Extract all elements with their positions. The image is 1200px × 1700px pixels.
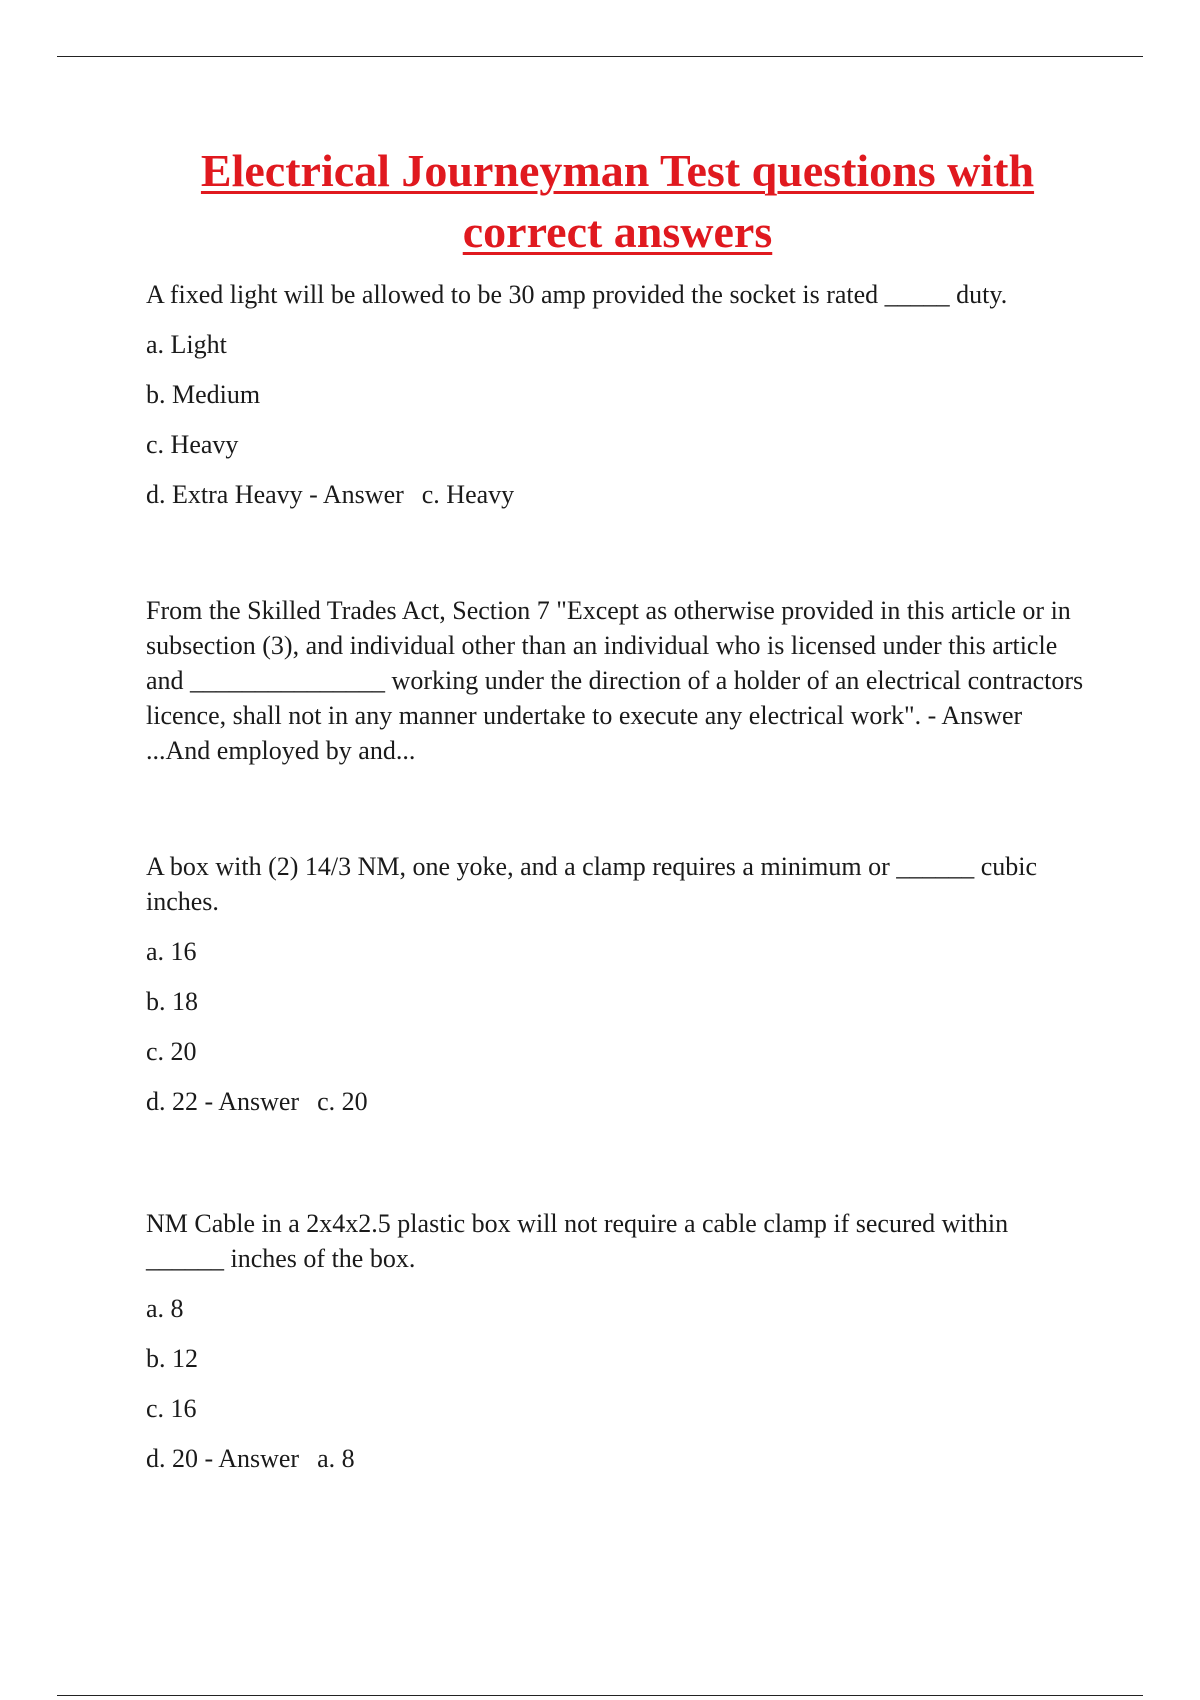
question-4: [146, 1206, 1086, 1476]
question-text: A fixed light will be allowed to be 30 amp provided the socket is rated _____ duty.: [146, 280, 1008, 309]
option-d-with-answer: [146, 1084, 1086, 1119]
answer-label: - Answer: [921, 701, 1023, 730]
title-line-1: Electrical Journeyman Test questions with: [200, 145, 1035, 196]
top-rule: [57, 56, 1143, 57]
answer-label: - Answer: [198, 1087, 300, 1116]
answer-value: c. 20: [317, 1087, 368, 1116]
answer-value: ...And employed by and...: [146, 736, 416, 765]
answer-value: a. 8: [317, 1444, 355, 1473]
bottom-rule: [57, 1695, 1143, 1696]
question-3: [146, 849, 1086, 1119]
option-b: b. 18: [146, 987, 198, 1016]
answer-label: - Answer: [302, 480, 404, 509]
page-title: [100, 140, 1135, 262]
option-d-with-answer: [146, 477, 1086, 512]
question-list: [146, 277, 1086, 1476]
question-text-with-answer: [146, 593, 1086, 768]
question-1: [146, 277, 1086, 512]
question-text: A box with (2) 14/3 NM, one yoke, and a clamp requires a minimum or ______ cubic inches.: [146, 852, 1038, 916]
question-2: [146, 593, 1086, 768]
option-a: a. 8: [146, 1294, 184, 1323]
question-text: From the Skilled Trades Act, Section 7 "Except as otherwise provided in this article or in subsection (3), and individual other than an individual who is licensed under this article and _______________ working under the direction of a holder of an electrical contractors licence, shall not in any manner undertake to execute any electrical work".: [146, 596, 1084, 730]
option-d: d. 20: [146, 1444, 198, 1473]
option-a: a. Light: [146, 330, 227, 359]
option-d: d. 22: [146, 1087, 198, 1116]
title-line-2: correct answers: [462, 206, 773, 257]
option-c: c. Heavy: [146, 430, 239, 459]
option-b: b. 12: [146, 1344, 198, 1373]
answer-label: - Answer: [198, 1444, 300, 1473]
question-text: NM Cable in a 2x4x2.5 plastic box will not require a cable clamp if secured within ______ inches of the box.: [146, 1209, 1009, 1273]
option-d-with-answer: [146, 1441, 1086, 1476]
option-c: c. 16: [146, 1394, 197, 1423]
option-d: d. Extra Heavy: [146, 480, 303, 509]
option-a: a. 16: [146, 937, 197, 966]
option-b: b. Medium: [146, 380, 261, 409]
option-c: c. 20: [146, 1037, 197, 1066]
answer-value: c. Heavy: [421, 480, 515, 509]
